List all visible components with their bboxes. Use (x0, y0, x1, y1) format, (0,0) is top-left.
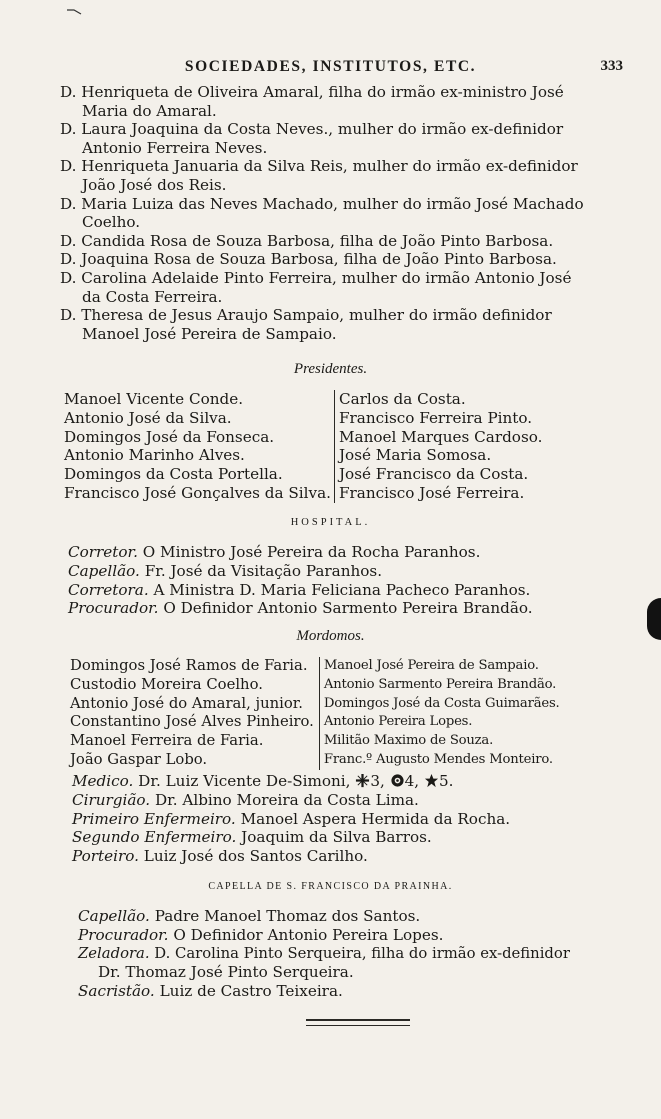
staff-line: Capellão. Fr. José da Visitação Paranhos. (68, 561, 383, 580)
list-item: D. Theresa de Jesus Araujo Sampaio, mulher do irmão definidor Manoel José Pereira de Sampaio. (60, 306, 552, 343)
list-item: D. Maria Luiza das Neves Machado, mulher do irmão José Machado Coelho. (60, 194, 584, 232)
hospital-staff (68, 543, 533, 618)
cross-order-icon (355, 773, 370, 788)
rose-order-icon (390, 773, 405, 788)
list-item: D. Laura Joaquina da Costa Neves., mulher do irmão ex-definidor Antonio Ferreira Neves. (60, 120, 564, 157)
staff-line: Procurador. O Definidor Antonio Pereira Lopes. (78, 925, 444, 944)
name-line: Carlos da Costa. (338, 390, 466, 408)
name-line: Domingos da Costa Portella. (64, 465, 283, 484)
staff-line: Cirurgião. Dr. Albino Moreira da Costa Lima. (72, 790, 419, 809)
staff-line: Corretor. O Ministro José Pereira da Rocha Paranhos. (68, 543, 481, 561)
name-line: Manoel Vicente Conde. (64, 390, 244, 408)
ink-mark (66, 6, 82, 16)
name-line: Manoel Marques Cardoso. (338, 427, 543, 446)
staff-line: Sacristão. Luiz de Castro Teixeira. (78, 982, 343, 1001)
mordomos-heading: Mordomos. (296, 628, 365, 644)
name-line: Domingos José da Costa Guimarães. (323, 695, 560, 711)
mordomos-left-column (70, 657, 319, 770)
name-line: Francisco Ferreira Pinto. (338, 408, 533, 427)
running-header (0, 58, 661, 80)
member-list (60, 83, 632, 343)
name-line: Antonio Pereira Lopes. (323, 714, 473, 730)
presidentes-heading: Presidentes. (293, 361, 368, 377)
name-line: Militão Maximo de Souza. (323, 733, 494, 749)
name-line: Constantino José Alves Pinheiro. (70, 713, 314, 731)
name-line: João Gaspar Lobo. (70, 750, 208, 768)
name-line: Antonio José do Amaral, junior. (70, 694, 303, 712)
list-item: D. Carolina Adelaide Pinto Ferreira, mulher do irmão Antonio José da Costa Ferreira. (60, 268, 572, 306)
staff-line: Primeiro Enfermeiro. Manoel Aspera Hermida da Rocha. (72, 809, 511, 828)
staff-line: Zeladora. D. Carolina Pinto Serqueira, filha do irmão ex-definidor (78, 944, 570, 962)
name-line: Custodio Moreira Coelho. (70, 675, 263, 693)
presidentes-left-column (64, 390, 334, 503)
closing-rule (306, 1019, 410, 1026)
medical-staff (72, 772, 510, 866)
staff-line: Segundo Enfermeiro. Joaquim da Silva Barros. (72, 828, 432, 847)
hospital-heading: HOSPITAL. (290, 517, 371, 528)
name-line: Antonio José da Silva. (64, 408, 232, 427)
running-title: SOCIEDADES, INSTITUTOS, ETC. (184, 58, 477, 75)
name-line: Manoel José Pereira de Sampaio. (323, 658, 539, 673)
name-line: Franc.º Augusto Mendes Monteiro. (323, 751, 553, 767)
mordomos-columns (70, 657, 560, 770)
star-order-icon (424, 773, 439, 788)
list-item: D. Henriqueta de Oliveira Amaral, filha do irmão ex-ministro José Maria do Amaral. (60, 83, 564, 120)
staff-line: Procurador. O Definidor Antonio Sarmento Pereira Brandão. (68, 599, 533, 618)
name-line: Domingos José da Fonseca. (64, 427, 275, 446)
list-item: D. Henriqueta Januaria da Silva Reis, mulher do irmão ex-definidor João José dos Reis. (60, 157, 578, 194)
presidentes-right-column (334, 390, 542, 503)
name-line: José Maria Somosa. (338, 446, 492, 465)
capella-heading: CAPELLA DE S. FRANCISCO DA PRAINHA. (208, 881, 453, 892)
name-line: Antonio Marinho Alves. (64, 446, 245, 465)
name-line: Antonio Sarmento Pereira Brandão. (323, 676, 557, 692)
mordomos-right-column (319, 657, 560, 770)
medico-line: Medico. Dr. Luiz Vicente De-Simoni, 3, 4, 5. (72, 772, 454, 790)
name-line: Domingos José Ramos de Faria. (70, 657, 308, 674)
staff-line: Corretora. A Ministra D. Maria Feliciana Pacheco Paranhos. (68, 580, 531, 599)
name-line: Manoel Ferreira de Faria. (70, 732, 264, 750)
list-item: D. Candida Rosa de Souza Barbosa, filha de João Pinto Barbosa. (60, 231, 554, 250)
staff-line: Porteiro. Luiz José dos Santos Carilho. (72, 847, 368, 866)
capella-staff (78, 907, 570, 1001)
staff-line-continuation: Dr. Thomaz José Pinto Serqueira. (98, 963, 354, 982)
name-line: Francisco José Gonçalves da Silva. (64, 483, 331, 502)
name-line: José Francisco da Costa. (338, 465, 529, 484)
name-line: Francisco José Ferreira. (338, 483, 525, 502)
presidentes-columns (64, 390, 542, 503)
list-item: D. Joaquina Rosa de Souza Barbosa, filha de João Pinto Barbosa. (60, 250, 557, 269)
edge-shadow (647, 598, 661, 640)
page-number: 333 (600, 58, 623, 74)
staff-line: Capellão. Padre Manoel Thomaz dos Santos. (78, 907, 421, 925)
